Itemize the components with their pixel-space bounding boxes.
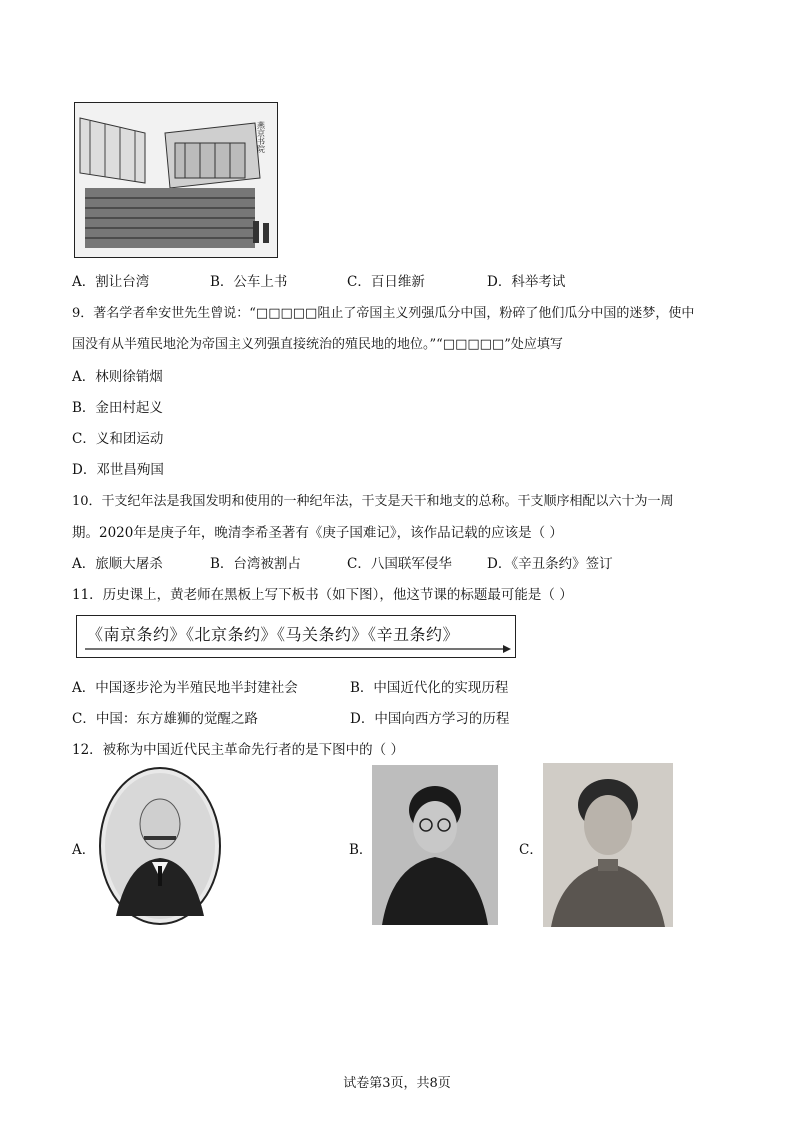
portrait-a[interactable]	[98, 766, 222, 926]
q9-option-a[interactable]: A．林则徐销烟	[72, 369, 163, 385]
q10-stem-line-1: 10．干支纪年法是我国发明和使用的一种纪年法，干支是天干和地支的总称。干支顺序相配以六十为一周	[72, 494, 674, 509]
q9-option-c[interactable]: C．义和团运动	[72, 431, 164, 447]
q9-option-d[interactable]: D．邓世昌殉国	[72, 462, 164, 478]
q10-option-c[interactable]: C．八国联军侵华	[347, 556, 452, 572]
q10-option-b[interactable]: B．台湾被割占	[210, 556, 301, 572]
q9-option-b[interactable]: B．金田村起义	[72, 400, 163, 416]
portrait-c[interactable]	[543, 763, 673, 927]
q8-option-d[interactable]: D．科举考试	[487, 274, 566, 290]
timeline-arrow	[77, 616, 515, 657]
page-footer: 试卷第3页，共8页	[343, 1076, 451, 1091]
portrait-b[interactable]	[372, 765, 498, 925]
q9-stem-line-2: 国没有从半殖民地沦为帝国主义列强直接统治的殖民地的地位。”“□□□□□”处应填写	[72, 337, 563, 352]
q12-label-b: B．	[349, 842, 373, 858]
q9-stem-line-1: 9．著名学者牟安世先生曾说：“□□□□□阻止了帝国主义列强瓜分中国，粉碎了他们瓜分中国的迷梦，使中	[72, 306, 695, 321]
q10-stem-line-2: 期。2020年是庚子年，晚清李希圣著有《庚子国难记》，该作品记载的应该是（ ）	[72, 525, 563, 541]
q10-option-d[interactable]: D．《辛丑条约》签订	[487, 556, 613, 572]
blackboard-notes	[76, 615, 516, 658]
q12-label-c: C．	[519, 842, 543, 858]
engraving-drawing	[75, 103, 277, 257]
q12-label-a: A．	[72, 842, 96, 858]
q11-option-d[interactable]: D．中国向西方学习的历程	[350, 711, 510, 727]
q11-option-b[interactable]: B．中国近代化的实现历程	[350, 680, 509, 696]
q8-option-c[interactable]: C．百日维新	[347, 274, 425, 290]
q11-option-c[interactable]: C．中国：东方雄狮的觉醒之路	[72, 711, 258, 727]
q8-option-a[interactable]: A．割让台湾	[72, 274, 150, 290]
q8-option-b[interactable]: B．公车上书	[210, 274, 288, 290]
illustration-label: 燕京书院	[256, 121, 266, 153]
q12-stem: 12．被称为中国近代民主革命先行者的是下图中的（ ）	[72, 742, 404, 758]
board-treaties-text: 《南京条约》《北京条约》《马关条约》《辛丑条约》	[87, 625, 460, 644]
q11-option-a[interactable]: A．中国逐步沦为半殖民地半封建社会	[72, 680, 298, 696]
q11-stem: 11．历史课上，黄老师在黑板上写下板书（如下图），他这节课的标题最可能是（ ）	[72, 587, 573, 603]
q10-option-a[interactable]: A．旅顺大屠杀	[72, 556, 163, 572]
exam-hall-illustration	[74, 102, 278, 258]
